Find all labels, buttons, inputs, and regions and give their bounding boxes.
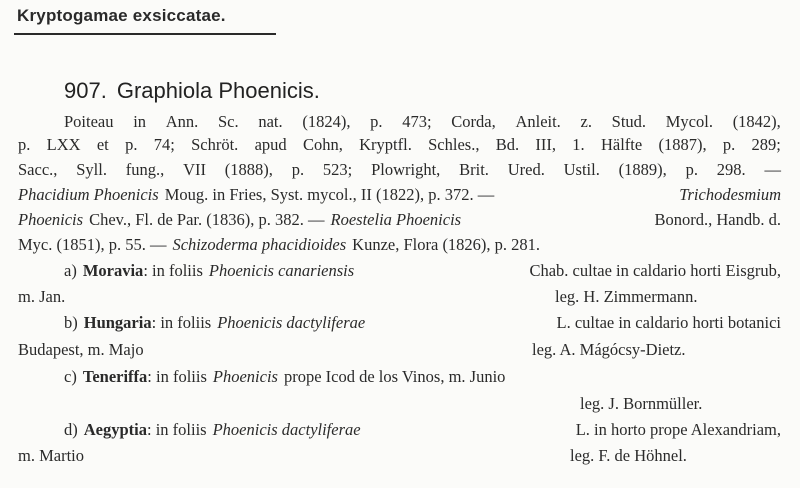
locality-d-collector: leg. F. de Höhnel. <box>570 446 687 465</box>
locality-b-text1: : in foliis <box>151 313 212 332</box>
ref-text-5: Chev., Fl. de Par. (1836), p. 382. — <box>89 210 325 229</box>
ref-taxon-phoenicis: Phoenicis <box>18 210 84 229</box>
locality-d-region: Aegyptia <box>83 420 147 439</box>
locality-d <box>64 420 781 440</box>
locality-c-species: Phoenicis <box>212 367 278 386</box>
ref-word: (1889), <box>618 160 667 179</box>
ref-word: p. <box>722 135 736 154</box>
locality-d-text1: : in foliis <box>147 420 207 439</box>
ref-text-6b: Kunze, Flora (1826), p. 281. <box>352 235 541 254</box>
ref-word: Hälfte <box>600 135 643 154</box>
ref-word: Brit. <box>459 160 489 179</box>
ref-word: Ured. <box>507 160 545 179</box>
locality-b-species: Phoenicis dactyliferae <box>217 313 366 332</box>
header-underline <box>14 33 276 35</box>
ref-taxon-schizoderma: Schizoderma phacidioides <box>172 235 347 254</box>
ref-word: 523; <box>322 160 353 179</box>
ref-word: Stud. <box>611 112 647 131</box>
ref-taxon-roestelia: Roestelia Phoenicis <box>330 210 462 229</box>
locality-b-region: Hungaria <box>83 313 152 332</box>
locality-a <box>64 261 781 281</box>
locality-d-text2: L. in horto prope Alexandriam, <box>575 420 781 439</box>
ref-line-6 <box>18 235 781 255</box>
ref-word: p. <box>125 135 138 154</box>
ref-word: et <box>96 135 109 154</box>
ref-word: III, <box>535 135 557 154</box>
ref-word: p. <box>685 160 698 179</box>
entry-name: Graphiola Phoenicis. <box>116 78 320 103</box>
ref-word: Bd. <box>495 135 520 154</box>
ref-text-4: Moug. in Fries, Syst. mycol., II (1822), p. 372. — <box>164 185 495 204</box>
locality-a-date: m. Jan. <box>18 287 66 306</box>
ref-line-5 <box>18 210 781 230</box>
locality-c-label: c) <box>64 367 77 386</box>
ref-word: Ann. <box>165 112 199 131</box>
locality-a-text2: Chab. cultae in caldario horti Eisgrub, <box>529 261 781 280</box>
ref-line-1 <box>64 112 781 132</box>
ref-word: 289; <box>751 135 781 154</box>
ref-word: p. <box>291 160 305 179</box>
ref-word: apud <box>254 135 287 154</box>
ref-word: 473; <box>402 112 432 131</box>
locality-b-collector: leg. A. Mágócsy-Dietz. <box>532 340 686 359</box>
ref-word: Kryptfl. <box>359 135 412 154</box>
locality-c <box>64 367 505 387</box>
locality-d-label: d) <box>64 420 78 439</box>
locality-a-species: Phoenicis canariensis <box>208 261 355 280</box>
ref-word: Syll. <box>76 160 107 179</box>
ref-word: 298. <box>716 160 746 179</box>
ref-word: Plowright, <box>371 160 441 179</box>
ref-taxon-trichodesmium: Trichodesmium <box>679 185 781 204</box>
ref-line-4 <box>18 185 781 205</box>
ref-word: Sc. <box>218 112 239 131</box>
ref-word: Ustil. <box>563 160 600 179</box>
ref-word: Sacc., <box>18 160 58 179</box>
entry-title <box>64 78 320 104</box>
locality-a-region: Moravia <box>82 261 144 280</box>
ref-line-3 <box>18 160 781 180</box>
header-title: Kryptogamae exsiccatae. <box>17 6 226 25</box>
ref-taxon-phacidium: Phacidium Phoenicis <box>18 185 159 204</box>
locality-c-region: Teneriffa <box>82 367 148 386</box>
ref-word: Poiteau <box>64 112 114 131</box>
ref-line-2 <box>18 135 781 155</box>
ref-word: nat. <box>258 112 283 131</box>
ref-word: Cohn, <box>302 135 343 154</box>
locality-b <box>64 313 781 333</box>
ref-word: — <box>764 160 781 179</box>
locality-c-text2: prope Icod de los Vinos, m. Junio <box>283 367 506 386</box>
ref-word: Anleit. <box>515 112 561 131</box>
locality-b-label: b) <box>64 313 78 332</box>
locality-a-text1: : in foliis <box>143 261 203 280</box>
ref-word: 74; <box>153 135 175 154</box>
locality-c-text1: : in foliis <box>147 367 207 386</box>
ref-word: Schröt. <box>191 135 239 154</box>
ref-word: LXX <box>46 135 81 154</box>
ref-word: (1888), <box>224 160 273 179</box>
ref-word: Schles., <box>428 135 480 154</box>
ref-word: Corda, <box>451 112 496 131</box>
ref-word: p. <box>370 112 383 131</box>
locality-b-date: Budapest, m. Majo <box>18 340 144 359</box>
ref-word: Mycol. <box>665 112 713 131</box>
locality-d-date: m. Martio <box>18 446 84 465</box>
ref-word: fung., <box>125 160 165 179</box>
ref-word: VII <box>183 160 206 179</box>
ref-text-5b: Bonord., Handb. d. <box>654 210 781 229</box>
locality-d-species: Phoenicis dactyliferae <box>212 420 361 439</box>
ref-word: z. <box>580 112 592 131</box>
entry-number: 907. <box>64 78 107 103</box>
ref-word: p. <box>18 135 31 154</box>
ref-word: in <box>133 112 147 131</box>
ref-text-6: Myc. (1851), p. 55. — <box>18 235 167 254</box>
ref-word: (1824), <box>302 112 351 131</box>
locality-c-collector: leg. J. Bornmüller. <box>580 394 703 413</box>
locality-a-label: a) <box>64 261 77 280</box>
ref-word: (1842), <box>732 112 781 131</box>
locality-b-text2: L. cultae in caldario horti botanici <box>556 313 781 332</box>
ref-word: (1887), <box>658 135 707 154</box>
ref-word: 1. <box>572 135 585 154</box>
locality-a-collector: leg. H. Zimmermann. <box>555 287 698 306</box>
